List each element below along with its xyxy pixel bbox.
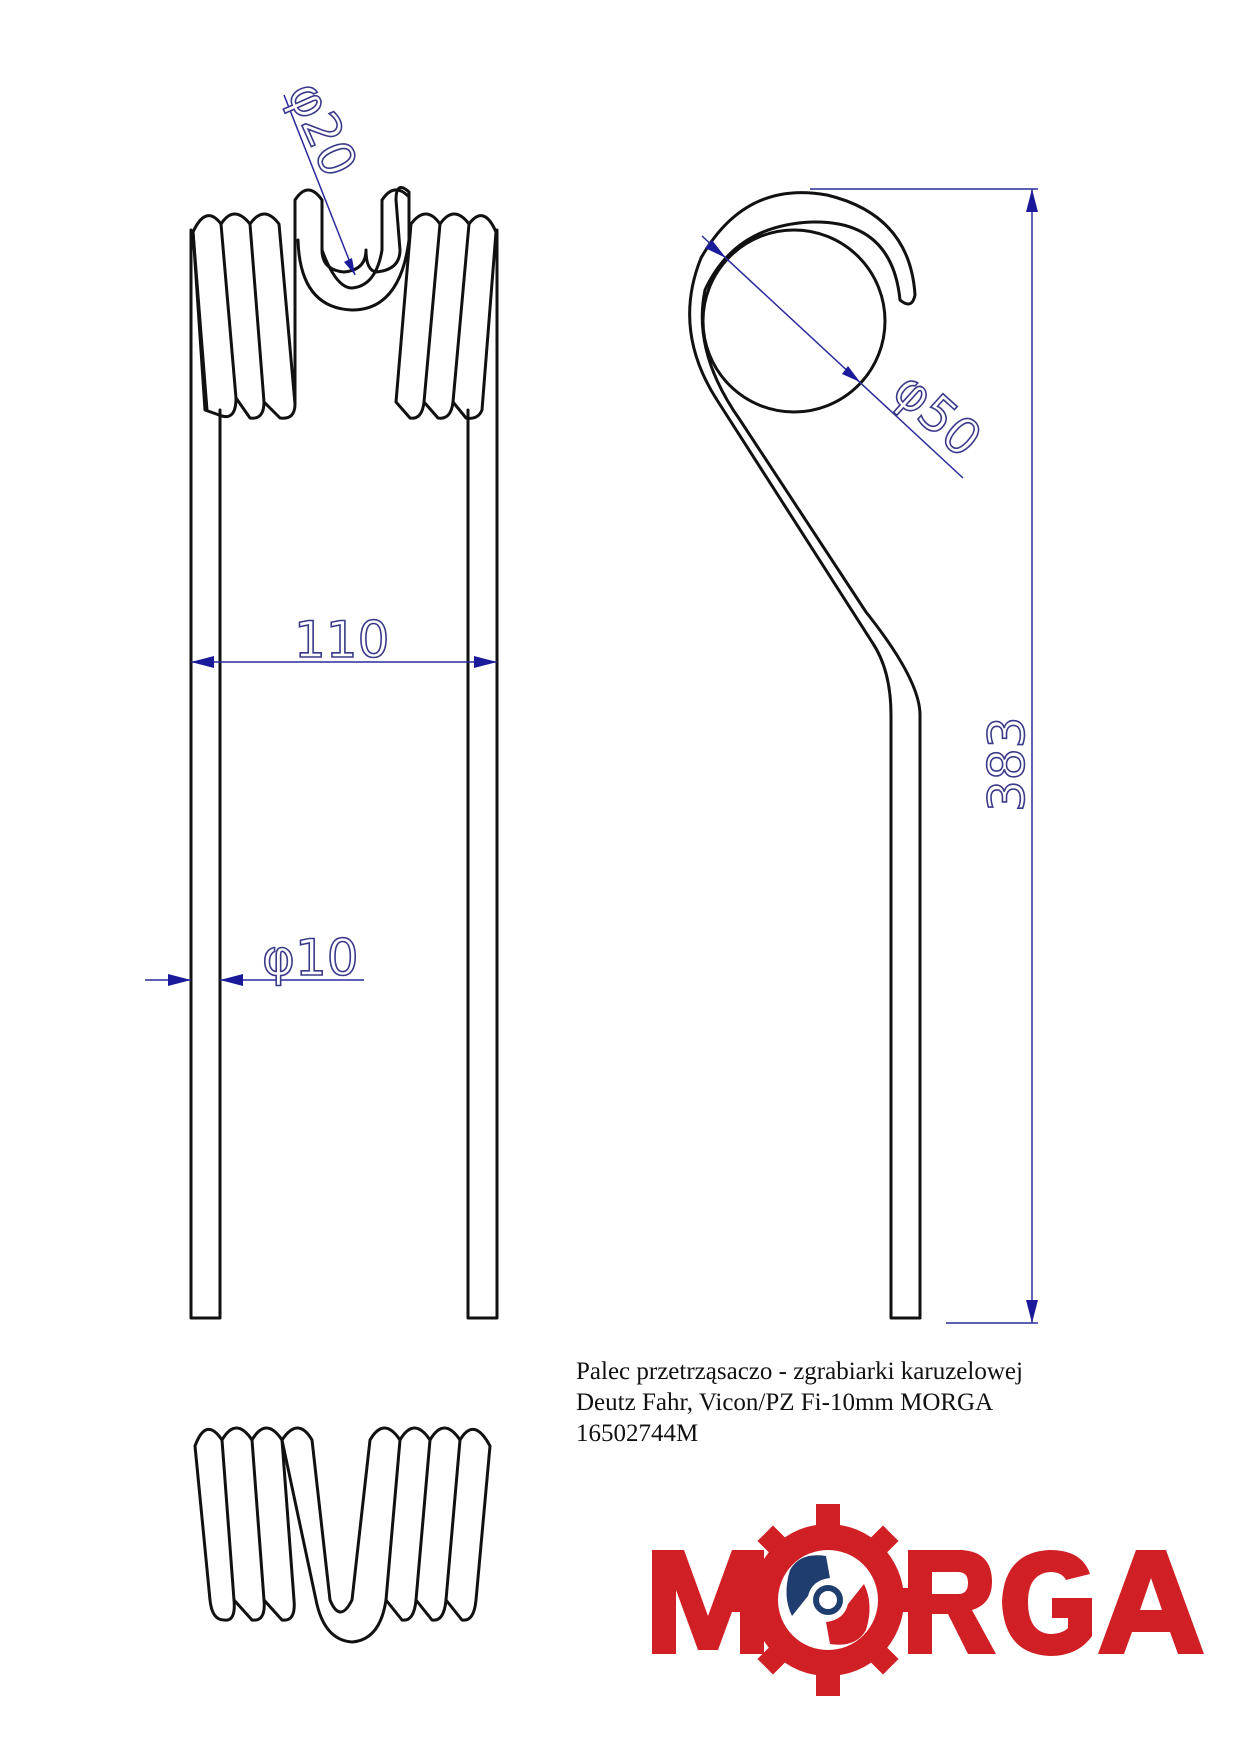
dim-label-length: 383 xyxy=(978,716,1036,812)
caption-line-1: Palec przetrząsaczo - zgrabiarki karuzelowej xyxy=(576,1358,1023,1385)
logo-letter-g xyxy=(1002,1550,1092,1656)
left-coil xyxy=(193,214,295,418)
caption-line-2: Deutz Fahr, Vicon/PZ Fi-10mm MORGA xyxy=(576,1389,994,1416)
front-view xyxy=(145,73,497,1318)
dim-coil-diameter xyxy=(702,236,993,478)
dim-label-coil: φ50 xyxy=(881,360,993,469)
logo-gear xyxy=(732,1504,924,1696)
right-coil xyxy=(396,214,496,418)
dim-wire-diameter xyxy=(145,929,364,987)
morga-logo xyxy=(652,1504,1204,1696)
dim-label-spacing: 110 xyxy=(294,611,390,669)
center-loop xyxy=(295,188,409,405)
logo-letter-a xyxy=(1098,1550,1204,1654)
dim-label-wire: φ10 xyxy=(262,929,359,987)
caption-line-3: 16502744M xyxy=(576,1420,699,1447)
dim-total-length xyxy=(810,189,1038,1323)
top-view-outline xyxy=(195,1429,234,1620)
logo-letter-r xyxy=(908,1550,996,1654)
side-view xyxy=(690,189,1038,1323)
top-view xyxy=(195,1428,490,1642)
dim-tine-spacing xyxy=(191,611,497,669)
dim-label-hook: φ20 xyxy=(276,73,369,186)
caption xyxy=(576,1356,1023,1449)
side-profile xyxy=(690,193,920,1318)
